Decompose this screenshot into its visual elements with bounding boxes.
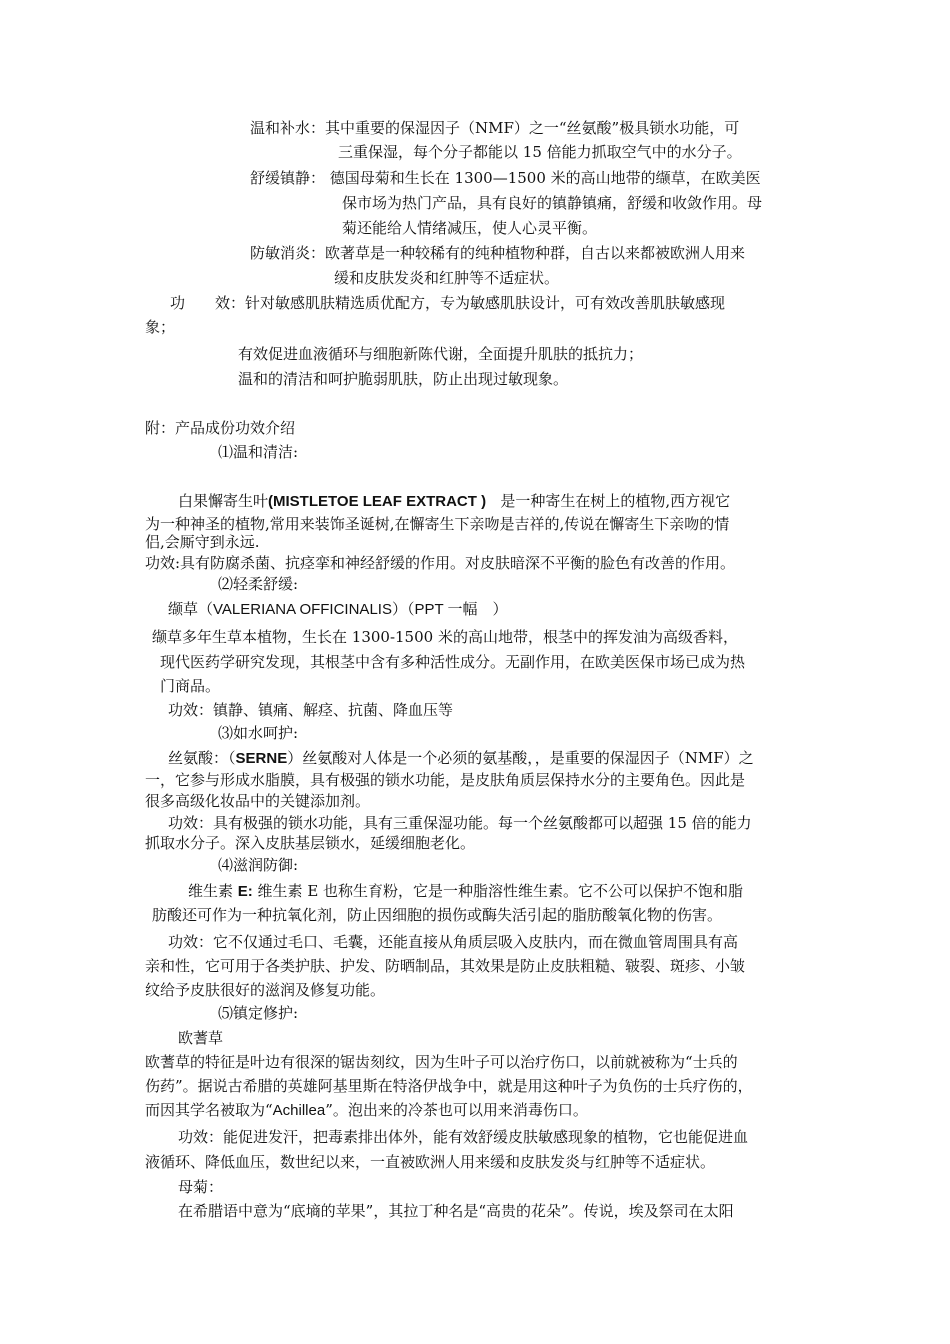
intro-line-5: 菊还能给人情绪减压，使人心灵平衡。 <box>342 219 598 237</box>
s2-name-en: VALERIANA OFFICINALIS <box>213 601 392 618</box>
intro-line-6: 防敏消炎：欧著草是一种较稀有的纯种植物种群，自古以来都被欧洲人用来 <box>250 244 746 262</box>
intro-line-2: 三重保湿，每个分子都能以 15 倍能力抓取空气中的水分子。 <box>338 143 742 161</box>
s5-name: 欧蓍草 <box>178 1029 224 1047</box>
intro-line-7: 缓和皮肤发炎和红肿等不适症状。 <box>334 269 560 287</box>
intro-line-1: 温和补水：其中重要的保湿因子（NMF）之一“丝氨酸”极具锁水功能，可 <box>250 119 740 137</box>
effect-text-1: 针对敏感肌肤精选质优配方，专为敏感肌肤设计，可有效改善肌肤敏感现 <box>245 294 726 312</box>
effect-line-2: 象； <box>145 318 176 336</box>
s4-line-1-tail: 维生素 E 也称生育粉，它是一种脂溶性维生素。它不公可以保护不饱和脂 <box>252 882 744 900</box>
s3-line-5: 抓取水分子。深入皮肤基层锁水，延缓细胞老化。 <box>145 834 476 852</box>
appendix-title: 附：产品成份功效介绍 <box>145 419 296 437</box>
s2-name-line <box>168 599 508 620</box>
s4-name-en: E: <box>237 883 253 900</box>
intro-line-3: 舒缓镇静： 德国母菊和生长在 1300—1500 米的高山地带的缬草，在欧美医 <box>250 169 761 187</box>
s5-line-3-a: 而因其学名被取为“ <box>145 1101 273 1119</box>
s5-line-6: 在希腊语中意为“底墒的苹果”，其拉丁种名是“高贵的花朵”。传说，埃及祭司在太阳 <box>178 1202 734 1220</box>
effect-label: 功 效： <box>170 294 246 312</box>
s5-heading: ⑸镇定修护: <box>218 1004 299 1022</box>
s3-line-2: 一，它参与形成水脂膜，具有极强的锁水功能，是皮肤角质层保持水分的主要角色。因此是 <box>145 771 746 789</box>
s3-line-3: 很多高级化妆品中的关键添加剂。 <box>145 792 371 810</box>
s3-name-en: SERNE <box>235 750 288 767</box>
s4-line-5: 纹给予皮肤很好的滋润及修复功能。 <box>145 981 386 999</box>
s5-line-4: 功效：能促进发汗，把毒素排出体外，能有效舒缓皮肤敏感现象的植物，它也能促进血 <box>178 1128 749 1146</box>
s5-line-1: 欧蓍草的特征是叶边有很深的锯齿刻纹，因为生叶子可以治疗伤口，以前就被称为“士兵的 <box>145 1053 738 1071</box>
s4-line-4: 亲和性，它可用于各类护肤、护发、防晒制品，其效果是防止皮肤粗糙、皲裂、斑疹、小皱 <box>145 957 746 975</box>
s1-line-3: 侣,会厮守到永远. <box>145 533 260 551</box>
s2-name-cn: 缬草（ <box>168 600 214 618</box>
s4-name-cn: 维生素 <box>188 882 238 900</box>
s3-line-4: 功效：具有极强的锁水功能，具有三重保湿功能。每一个丝氨酸都可以超强 15 倍的能力 <box>168 814 752 832</box>
s4-line-3: 功效：它不仅通过毛口、毛囊，还能直接从角质层吸入皮肤内，而在微血管周围具有高 <box>168 933 739 951</box>
s5-line-5: 液循环、降低血压，数世纪以来，一直被欧洲人用来缓和皮肤发炎与红肿等不适症状。 <box>145 1153 716 1171</box>
s1-line-1-tail: 是一种寄生在树上的植物,西方视它 <box>500 492 731 510</box>
s1-line-4: 功效:具有防腐杀菌、抗痉挛和神经舒缓的作用。对皮肤暗深不平衡的脸色有改善的作用。 <box>145 554 736 572</box>
s5-line-3-en: Achillea <box>272 1102 326 1119</box>
s1-line-1 <box>178 491 730 512</box>
s5-sub-name: 母菊： <box>178 1178 224 1196</box>
s3-name-cn: 丝氨酸：（ <box>168 749 236 767</box>
effect-line-1 <box>170 293 725 313</box>
s3-line-1 <box>168 748 754 769</box>
s3-heading: ⑶如水呵护: <box>218 724 299 742</box>
s5-line-3-b: ”。泡出来的冷茶也可以用来消毒伤口。 <box>325 1101 588 1119</box>
s2-name-tail: ）（PPT 一幅 ） <box>391 601 508 618</box>
effect-line-3: 有效促进血液循环与细胞新陈代谢，全面提升肌肤的抵抗力； <box>238 345 644 363</box>
effect-line-4: 温和的清洁和呵护脆弱肌肤，防止出现过敏现象。 <box>238 370 569 388</box>
s4-line-1 <box>188 881 743 902</box>
s5-line-3 <box>145 1100 588 1121</box>
s1-name-en: (MISTLETOE LEAF EXTRACT ) <box>268 493 487 510</box>
s1-name-cn: 白果懈寄生叶 <box>178 492 269 510</box>
s4-heading: ⑷滋润防御: <box>218 856 299 874</box>
s2-line-4: 功效：镇静、镇痛、解痉、抗菌、降血压等 <box>168 701 454 719</box>
s4-line-2: 肪酸还可作为一种抗氧化剂，防止因细胞的损伤或酶失活引起的脂肪酸氧化物的伤害。 <box>152 906 723 924</box>
intro-line-4: 保市场为热门产品，具有良好的镇静镇痛，舒缓和收敛作用。母 <box>342 194 763 212</box>
s2-heading: ⑵轻柔舒缓: <box>218 575 299 593</box>
s2-line-2: 现代医药学研究发现，其根茎中含有多种活性成分。无副作用，在欧美医保市场已成为热 <box>160 653 746 671</box>
s3-line-1-tail: ）丝氨酸对人体是一个必须的氨基酸，，是重要的保湿因子（NMF）之 <box>287 749 754 767</box>
s1-heading: ⑴温和清洁: <box>218 443 299 461</box>
s2-line-3: 门商品。 <box>160 677 221 695</box>
s1-line-2: 为一种神圣的植物,常用来装饰圣诞树,在懈寄生下亲吻是吉祥的,传说在懈寄生下亲吻的情 <box>145 515 730 533</box>
s5-line-2: 伤药”。据说古希腊的英雄阿基里斯在特洛伊战争中，就是用这种叶子为负伤的士兵疗伤的， <box>145 1077 753 1095</box>
s2-line-1: 缬草多年生草本植物，生长在 1300-1500 米的高山地带，根茎中的挥发油为高级香料， <box>152 628 738 646</box>
